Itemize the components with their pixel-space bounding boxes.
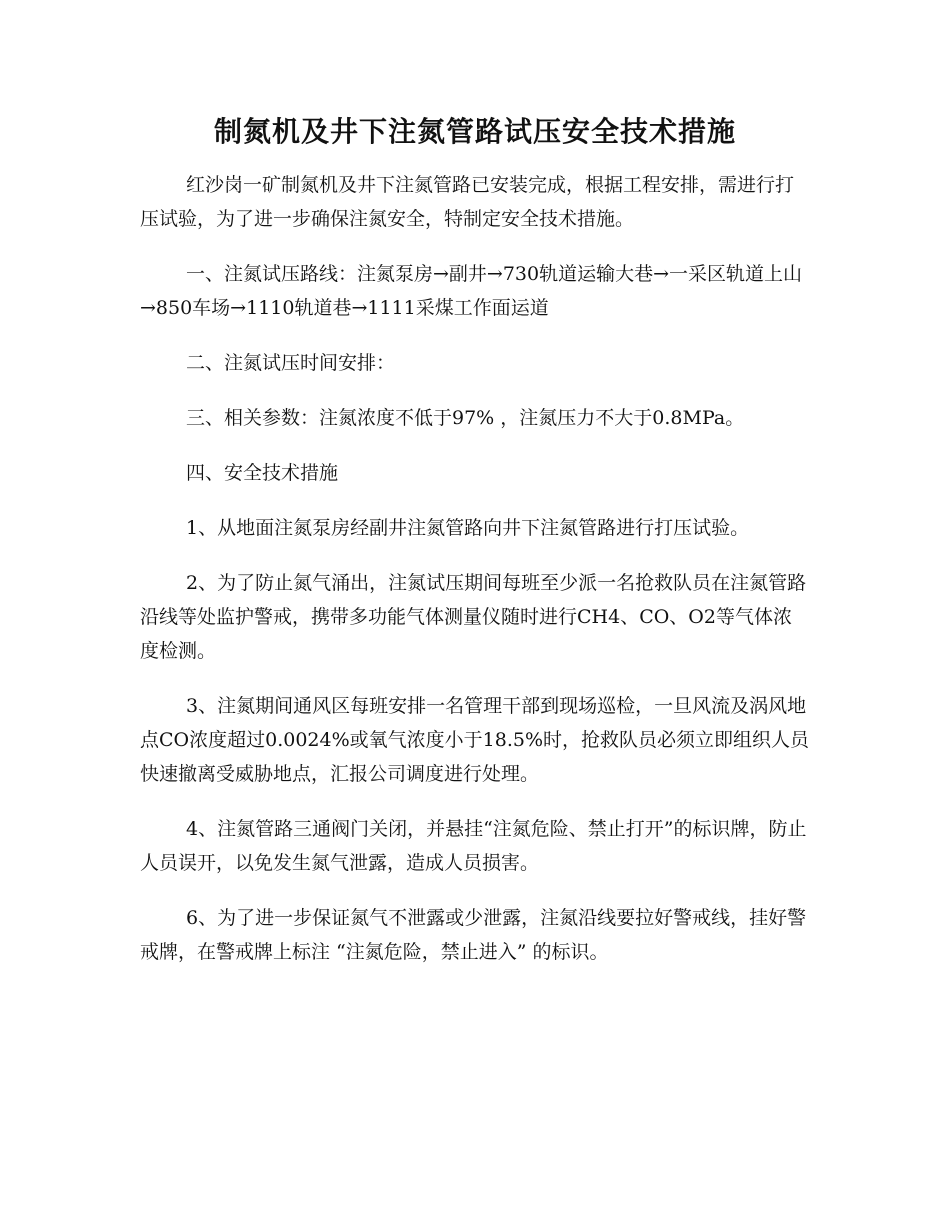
measure-4-paragraph: 4、注氮管路三通阀门关闭，并悬挂“注氮危险、禁止打开”的标识牌，防止人员误开，以免发生氮气泄露，造成人员损害。 xyxy=(140,818,807,874)
measure-2-paragraph: 2、为了防止氮气涌出，注氮试压期间每班至少派一名抢救队员在注氮管路沿线等处监护警戒，携带多功能气体测量仪随时进行CH4、CO、O2等气体浓度检测。 xyxy=(140,572,807,662)
document-title: 制氮机及井下注氮管路试压安全技术措施 xyxy=(213,115,736,148)
parameters-paragraph: 三、相关参数：注氮浓度不低于97% ，注氮压力不大于0.8MPa。 xyxy=(186,407,745,429)
route-paragraph: 一、注氮试压路线：注氮泵房→副井→730轨道运输大巷→一采区轨道上山→850车场→1110轨道巷→1111采煤工作面运道 xyxy=(140,263,803,319)
measure-3-paragraph: 3、注氮期间通风区每班安排一名管理干部到现场巡检，一旦风流及涡风地点CO浓度超过0.0024%或氧气浓度小于18.5%时，抢救队员必须立即组织人员快速撤离受威胁地点，汇报公司调度进行处理。 xyxy=(140,695,810,785)
measures-heading: 四、安全技术措施 xyxy=(186,462,339,484)
measure-6-paragraph: 6、为了进一步保证氮气不泄露或少泄露，注氮沿线要拉好警戒线，挂好警戒牌，在警戒牌上标注 “注氮危险，禁止进入” 的标识。 xyxy=(140,907,807,963)
intro-paragraph: 红沙岗一矿制氮机及井下注氮管路已安装完成，根据工程安排，需进行打压试验，为了进一步确保注氮安全，特制定安全技术措施。 xyxy=(140,174,795,230)
document-body xyxy=(140,168,810,990)
schedule-paragraph: 二、注氮试压时间安排： xyxy=(186,352,396,374)
measure-1-paragraph: 1、从地面注氮泵房经副井注氮管路向井下注氮管路进行打压试验。 xyxy=(186,517,750,539)
